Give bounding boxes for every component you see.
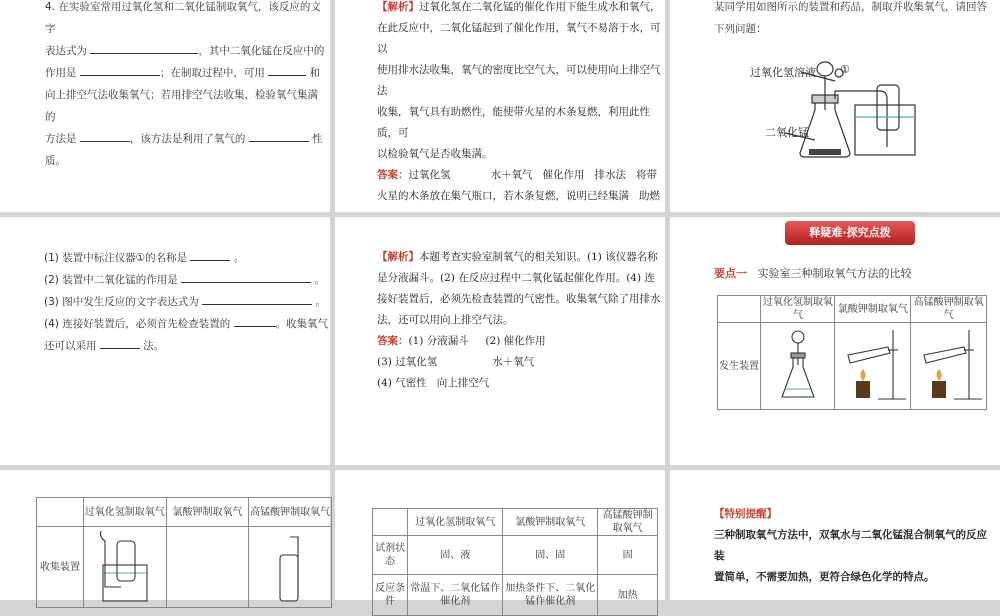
section-badge: 释疑难·探究点拨 bbox=[785, 221, 915, 245]
table-corner bbox=[37, 498, 84, 527]
collection-water-displacement bbox=[83, 527, 166, 608]
slide-special-reminder bbox=[670, 470, 1000, 600]
row-label: 反应条件 bbox=[373, 575, 408, 616]
answer-blank[interactable] bbox=[181, 270, 311, 283]
gas-jar-icon bbox=[270, 527, 310, 603]
analysis-tag: 【解析】 bbox=[377, 251, 419, 263]
answer-blank[interactable] bbox=[268, 63, 306, 76]
answer-item: (2) 催化作用 bbox=[485, 335, 546, 347]
reminder-tag: 【特别提醒】 bbox=[714, 508, 777, 520]
q5-4b: 。收集氧气 bbox=[275, 318, 329, 330]
instrument-marker: ① bbox=[840, 63, 850, 76]
collection-empty bbox=[166, 527, 249, 608]
apparatus-kmno4 bbox=[911, 323, 987, 410]
oxygen-apparatus-diagram bbox=[795, 55, 975, 165]
slide-key-points bbox=[670, 217, 1000, 465]
analysis-line: 法，还可以用向上排空气法。 bbox=[377, 314, 514, 326]
answer-item: 将带 bbox=[636, 169, 658, 181]
flame bbox=[860, 369, 865, 381]
answer-item: 水＋氧气 bbox=[492, 356, 535, 368]
table-corner bbox=[718, 296, 761, 323]
analysis-line: 在此反应中，二氧化锰起到了催化作用，氧气不易溶于水，可以 bbox=[377, 22, 661, 55]
q5-4: (4) 连接好装置后，必须首先检查装置的 bbox=[44, 318, 231, 330]
slide-question-4 bbox=[0, 0, 330, 212]
answer-blank[interactable] bbox=[80, 63, 160, 76]
q5-line1: 某同学用如图所示的装置和药品，制取并收集氧气，请回答 bbox=[714, 1, 987, 13]
punct: 。 bbox=[314, 274, 325, 286]
answer-tag: 答案： bbox=[377, 169, 409, 181]
analysis-line: 使用排水法收集，氧气的密度比空气大，可以使用向上排空气法 bbox=[377, 64, 661, 97]
q5-5b: 法。 bbox=[143, 340, 165, 352]
q4-line5b: ，该方法是利用了氧气的 bbox=[129, 133, 246, 145]
answer-tag: 答案： bbox=[377, 335, 409, 347]
collection-upward-air bbox=[249, 527, 332, 608]
apparatus-h2o2 bbox=[761, 323, 835, 410]
q4-line3b: ；在制取过程中，可用 bbox=[159, 67, 265, 79]
alcohol-lamp bbox=[856, 381, 870, 398]
analysis-line: 收集，氧气具有助燃性，能使带火星的木条复燃，利用此性质，可 bbox=[377, 106, 650, 139]
slide-analysis-5 bbox=[335, 217, 665, 465]
q4-line4: 向上排空气法收集氧气；若用排空气法收集，检验氧气集满的 bbox=[45, 89, 318, 123]
heating-apparatus-icon bbox=[838, 325, 908, 403]
table-cell: 固 bbox=[598, 536, 658, 575]
heating-apparatus-icon bbox=[914, 325, 984, 403]
row-label: 发生装置 bbox=[718, 323, 761, 410]
answer-item: (3) 过氧化氢 bbox=[377, 356, 438, 368]
label-manganese-dioxide: 二氧化锰 bbox=[765, 126, 809, 139]
analysis-line: 本题考查实验室制氧气的相关知识。(1) 该仪器名称 bbox=[419, 251, 658, 263]
answer-item: 助燃 bbox=[639, 190, 661, 202]
slide-collection-table bbox=[0, 470, 330, 600]
slide-analysis-4 bbox=[335, 0, 665, 212]
answer-item: (4) 气密性 bbox=[377, 377, 427, 389]
water-collection-icon bbox=[95, 527, 155, 603]
q4-line5c: 性 bbox=[312, 133, 323, 145]
slide-questions-5 bbox=[0, 217, 330, 465]
reminder-line: 三种制取氧气方法中，双氧水与二氧化锰混合制氧气的反应装 bbox=[714, 529, 987, 562]
q4-line6: 质。 bbox=[45, 155, 66, 167]
comparison-table-collection bbox=[36, 497, 332, 608]
table-cell: 固、固 bbox=[503, 536, 598, 575]
table-cell: 加热条件下、二氧化锰作催化剂 bbox=[503, 575, 598, 616]
table-cell: 常温下、二氧化锰作催化剂 bbox=[408, 575, 503, 616]
answer-item: 火星的木条放在集气瓶口，若木条复燃，说明已经集满 bbox=[377, 190, 629, 202]
analysis-line: 是分液漏斗。(2) 在反应过程中二氧化锰起催化作用。(4) 连 bbox=[377, 272, 655, 284]
table-header: 过氧化氢制取氧气 bbox=[408, 509, 503, 536]
q4-line1: 4. 在实验室常用过氧化氢和二氧化锰制取氧气，该反应的文字 bbox=[45, 1, 321, 35]
table-cell: 加热 bbox=[598, 575, 658, 616]
q5-1: (1) 装置中标注仪器①的名称是 bbox=[44, 252, 188, 264]
q5-3: (3) 图中发生反应的文字表达式为 bbox=[44, 296, 199, 308]
answer-item: 催化作用 bbox=[542, 169, 585, 181]
q4-line3a: 作用是 bbox=[45, 67, 77, 79]
answer-blank[interactable] bbox=[90, 41, 198, 54]
reminder-line: 置简单，不需要加热，更符合绿色化学的特点。 bbox=[714, 571, 935, 583]
analysis-line: 接好装置后，必须先检查装置的气密性。收集氧气除了用排水 bbox=[377, 293, 661, 305]
table-header: 高锰酸钾制取氧气 bbox=[249, 498, 332, 527]
table-header: 氯酸钾制取氧气 bbox=[835, 296, 911, 323]
key-point-heading bbox=[714, 265, 912, 281]
answer-item: 水＋氧气 bbox=[490, 169, 533, 181]
answer-item: 向上排空气 bbox=[436, 377, 490, 389]
table-corner bbox=[373, 509, 408, 536]
q4-line3c: 和 bbox=[309, 67, 321, 79]
table-cell: 固、液 bbox=[408, 536, 503, 575]
analysis-line: 以检验氧气是否收集满。 bbox=[377, 148, 493, 160]
slide-conditions-table bbox=[335, 470, 665, 607]
comparison-table-generation bbox=[717, 295, 987, 410]
key-point-label: 要点一 bbox=[714, 267, 747, 280]
alcohol-lamp bbox=[932, 381, 946, 398]
q5-5: 还可以采用 bbox=[44, 340, 97, 352]
slide-question-5 bbox=[670, 0, 1000, 212]
answer-item: 过氧化氢 bbox=[408, 169, 451, 181]
table-header: 氯酸钾制取氧气 bbox=[166, 498, 249, 527]
table-header: 氯酸钾制取氧气 bbox=[503, 509, 598, 536]
label-hydrogen-peroxide: 过氧化氢溶液 bbox=[750, 66, 816, 79]
analysis-line: 过氧化氢在二氧化锰的催化作用下能生成水和氧气， bbox=[419, 1, 661, 13]
answer-blank[interactable] bbox=[190, 248, 230, 261]
punct: 。 bbox=[233, 252, 245, 264]
answer-blank[interactable] bbox=[249, 129, 309, 142]
row-label: 收集装置 bbox=[37, 527, 84, 608]
key-point-title: 实验室三种制取氧气方法的比较 bbox=[757, 267, 912, 280]
q4-line2b: ，其中二氧化锰在反应中的 bbox=[198, 45, 325, 57]
answer-blank[interactable] bbox=[202, 292, 312, 305]
q4-line2a: 表达式为 bbox=[45, 45, 87, 57]
q5-2: (2) 装置中二氧化锰的作用是 bbox=[44, 274, 178, 286]
answer-item: 排水法 bbox=[594, 169, 627, 181]
answer-blank[interactable] bbox=[80, 129, 130, 142]
flame bbox=[936, 369, 941, 381]
comparison-table-conditions bbox=[372, 508, 658, 616]
table-header: 高锰酸钾制取氧气 bbox=[911, 296, 987, 323]
answer-item: (1) 分液漏斗 bbox=[408, 335, 469, 347]
punct: 。 bbox=[315, 296, 326, 308]
answer-blank[interactable] bbox=[100, 336, 140, 349]
answer-blank[interactable] bbox=[234, 314, 276, 327]
table-header: 过氧化氢制取氧气 bbox=[761, 296, 835, 323]
apparatus-kclo3 bbox=[835, 323, 911, 410]
conical-flask-icon bbox=[778, 325, 818, 403]
q4-line5a: 方法是 bbox=[45, 133, 77, 145]
q5-line2: 下列问题： bbox=[714, 23, 767, 35]
analysis-tag: 【解析】 bbox=[377, 1, 419, 13]
table-header: 高锰酸钾制取氧气 bbox=[598, 509, 658, 536]
manganese-dioxide-solid bbox=[809, 149, 841, 155]
row-label: 试剂状态 bbox=[373, 536, 408, 575]
table-header: 过氧化氢制取氧气 bbox=[83, 498, 166, 527]
